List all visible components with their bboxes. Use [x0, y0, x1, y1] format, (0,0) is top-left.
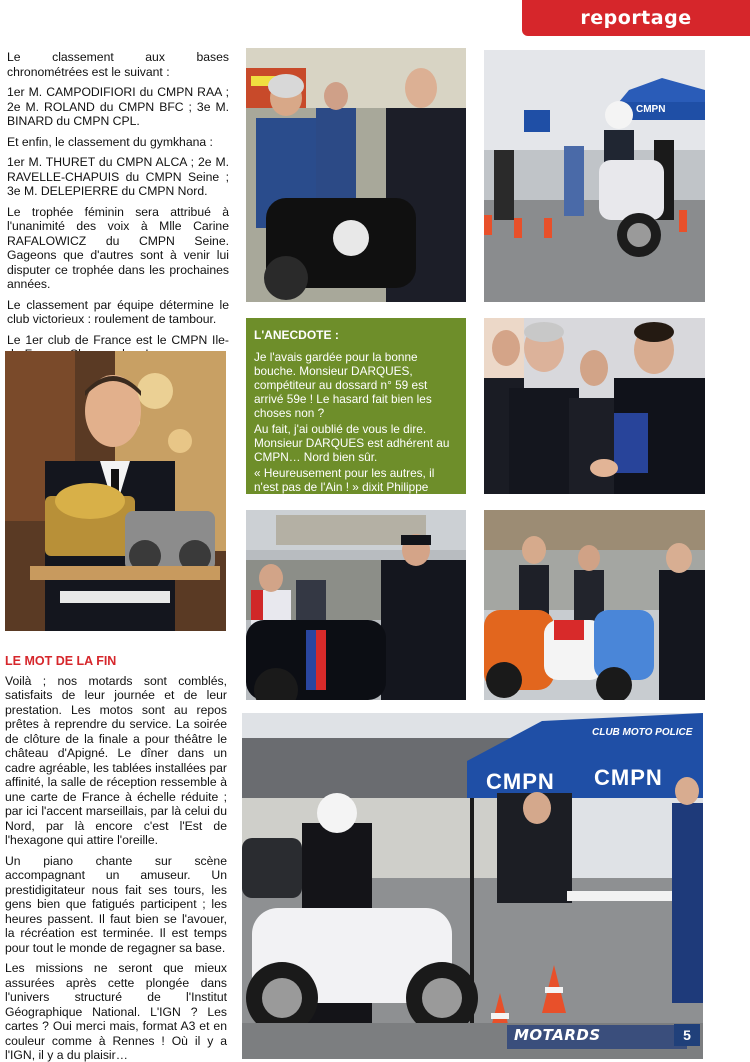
- intro-paragraph: Le trophée féminin sera attribué à l'unanimité des voix à Mlle Carine RAFALOWICZ du CMPN Seine. Gageons que d'autres sont à venir lui disputer ce trophée dans les prochaines années.: [7, 204, 229, 291]
- anecdote-paragraph: « Heureusement pour les autres, il n'est pas de l'Ain ! » dixit Philippe PLOGER.: [254, 466, 435, 508]
- intro-paragraph: Et enfin, le classement du gymkhana :: [7, 134, 213, 149]
- anecdote-box: [246, 318, 466, 508]
- intro-paragraph: Le 1er club de France est le CMPN Ile-: [7, 332, 229, 347]
- closing-paragraph: Un piano chante sur scène accompagnant un amuseur. Un prestidigitateur nous fait ses tours, les gens bien que fatigués participent ; les heures passent. Il faut bien se l'avouer, la récréation est terminée. Il est temps pour tout le monde de regagner sa base.: [5, 853, 227, 955]
- photo-cone-course: [484, 50, 705, 302]
- intro-paragraph: 1er M. THURET du CMPN ALCA ; 2e M. RAVELLE-CHAPUIS du CMPN Seine ; 3e M. DELEPIERRE du CMPN Nord.: [7, 155, 229, 198]
- magazine-logo: MOTARDS: [514, 1026, 601, 1044]
- photo-handshake: [484, 318, 705, 494]
- anecdote-paragraph: Je l'avais gardée pour la bonne bouche. Monsieur DARQUES, compétiteur au dossard n° 59 est arrivé 59e ! Le hasard fait bien les choses non ?: [254, 350, 432, 420]
- closing-paragraph: Voilà ; nos motards sont comblés, satisfaits de leur journée et de leur prestation. Les motos sont au repos prêtes à reprendre du service. La soirée de clôture de la finale a pour théâtre le château d'Apigné. Le dîner dans un cadre agréable, les tablées installées par affinité, la salle de réception ressemble à une carte de France à échelle réduite ; par ici l'accent marseillais, par là celui du Nord, par là encore c'est l'Est de l'hexagone qui attire l'oreille.: [5, 673, 227, 847]
- tent-sign-cmpn: CMPN: [636, 104, 666, 115]
- section-tag: reportage: [522, 0, 750, 36]
- intro-paragraph: 1er M. CAMPODIFIORI du CMPN RAA ; 2e M. ROLAND du CMPN BFC ; 3e M. BINARD du CMPN CPL.: [7, 85, 229, 128]
- tent-top-text: CLUB MOTO POLICE: [592, 727, 693, 738]
- anecdote-paragraph: Au fait, j'ai oublié de vous le dire. Monsieur DARQUES est adhérent au CMPN… Nord bien sûr.: [254, 422, 450, 464]
- photo-officers-motorbikes: [246, 48, 466, 302]
- page-number: 5: [674, 1024, 700, 1046]
- closing-paragraph: Les missions ne seront que mieux assurées après cette plongée dans l'univers structuré de l'Institut Géographique National. L'IGN ? Les cartes ? Oui merci mais, format A3 et en couleur comme à Rennes ! Où il y a l'IGN, il y a du plaisir…: [5, 961, 227, 1062]
- photo-tent-rider: [242, 713, 703, 1059]
- intro-paragraph: Le classement aux bases chronométrées est le suivant :: [7, 50, 229, 79]
- photo-group-motorbikes: [246, 510, 466, 700]
- photo-trophy-officer: [5, 351, 226, 631]
- intro-paragraph: Le classement par équipe détermine le club victorieux : roulement de tambour.: [7, 297, 229, 326]
- anecdote-title: L'ANECDOTE :: [254, 328, 339, 342]
- photo-officers-colorful-bikes: [484, 510, 705, 700]
- tent-sign-cmpn-left: CMPN: [486, 769, 555, 794]
- intro-text: [7, 50, 229, 388]
- tent-sign-cmpn-right: CMPN: [594, 765, 663, 790]
- closing-title: LE MOT DE LA FIN: [5, 654, 117, 668]
- closing-section: [5, 654, 227, 1062]
